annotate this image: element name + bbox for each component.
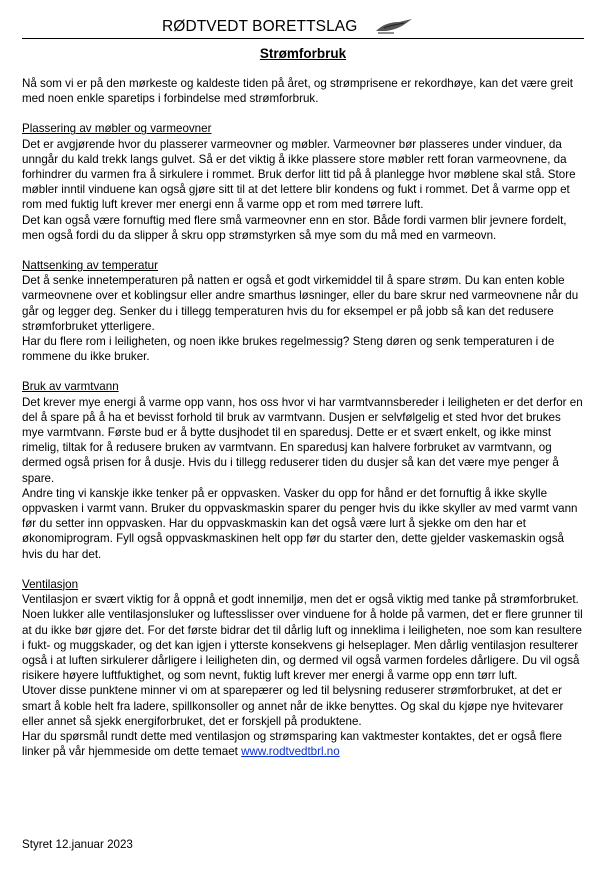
section-paragraph: Det krever mye energi å varme opp vann, hos oss hvor vi har varmtvannsbereder i leiligheten er det derfor en del å spare på å ha et bevisst forhold til bruk av varmtvann. Dusjen er selvfølgelig et sted hvor det brukes mye varmtvann. Første bud er å bytte dusjhodet til en sparedusj. Dette er et svært enkelt, og ikke minst rimelig, tiltak for å redusere bruken av varmtvann. En sparedusj kan halvere forbruket av varmtvann, og dermed også prisen for å dusje. Hvis du i tillegg reduserer tiden du dusjer så kan det være mye penger å spare.	[22, 395, 583, 485]
contact-paragraph	[22, 729, 584, 759]
section-paragraph: Andre ting vi kanskje ikke tenker på er oppvasken. Vasker du opp for hånd er det fornuftig å ikke skylle oppvasken i varmt vann. Bruker du oppvaskmaskin sparer du penger hvis du ikke skyller av med varmt vann før du setter inn oppvasken. Har du oppvaskmaskin kan det også være lurt å sjekke om den har et økonomiprogram. Fyll også oppvaskmaskinen helt opp før du starter den, dette gjelder vaskemaskin også hvis du har det.	[22, 486, 578, 561]
intro-paragraph: Nå som vi er på den mørkeste og kaldeste tiden på året, og strømprisene er rekordhøye, kan det være greit med noen enkle sparetips i forbindelse med strømforbruk.	[22, 77, 573, 106]
section-hot-water	[22, 379, 584, 561]
section-paragraph: Det er avgjørende hvor du plasserer varmeovner og møbler. Varmeovner bør plasseres under vinduer, da unngår du kald trekk langs gulvet. Så er det viktig å ikke plassere store møbler rett foran varmeovnene, da forhindrer du varmen fra å sirkulere i rommet. Bruk derfor litt tid på å planlegge hvor møblene skal stå. Store møbler inntil vinduene kan også gjøre sitt til at det lettere blir kondens og fukt i rommet. Det å varme opp et rom med fuktig luft krever mer energi enn å varme opp et rom med tørrere luft.	[22, 137, 576, 212]
section-paragraph: Har du flere rom i leiligheten, og noen ikke brukes regelmessig? Steng døren og senk temperaturen i de rommene du ikke bruker.	[22, 335, 555, 364]
section-heading: Plassering av møbler og varmeovner	[22, 122, 212, 136]
contact-text: Har du spørsmål rundt dette med ventilasjon og strømsparing kan vaktmester kontaktes, det er også flere linker på vår hjemmeside om dette temaet	[22, 729, 562, 759]
section-heading: Bruk av varmtvann	[22, 380, 119, 394]
section-ventilation	[22, 577, 584, 683]
section-furniture	[22, 121, 584, 243]
document-title: Strømforbruk	[259, 46, 347, 61]
website-link[interactable]: www.rodtvedtbrl.no	[241, 745, 340, 759]
section-paragraph: Det kan også være fornuftig med flere små varmeovner enn en stor. Både fordi varmen blir jevnere fordelt, men også fordi du da slipper å skru opp strømstyrken så mye som du må med en varmeovn.	[22, 213, 567, 242]
closing-paragraph: Utover disse punktene minner vi om at sparepærer og led til belysning reduserer strømforbruket, at det er smart å koble helt fra ladere, spillkonsoller og annet når de ikke benyttes. Og skal du kjøpe nye hvitevarer eller annet så sjekk energiforbruket, det er forskjell på produktene.	[22, 684, 564, 728]
section-heading: Nattsenking av temperatur	[22, 259, 158, 273]
section-paragraph: Det å senke innetemperaturen på natten er også et godt virkemiddel til å spare strøm. Du kan enten koble varmeovnene over et koblingsur eller andre smarthus løsninger, eller du bare skrur ned varmeovnene når du går og legger deg. Senker du i tillegg temperaturen hvis du for eksempel er på jobb så kan det redusere strømforbruket ytterligere.	[22, 274, 579, 333]
document-body	[22, 76, 584, 759]
section-heading: Ventilasjon	[22, 577, 79, 591]
letterhead	[22, 14, 584, 39]
bird-logo-icon	[374, 16, 414, 36]
section-night-setback	[22, 258, 584, 364]
org-name: RØDTVEDT BORETTSLAG	[162, 18, 358, 35]
section-paragraph: Ventilasjon er svært viktig for å oppnå et godt innemiljø, men det er også viktig med tanke på strømforbruket. Noen lukker alle ventilasjonsluker og luftesslisser over vinduene for å holde på varmen, det er flere grunner til at du ikke bør gjøre det. For det første bidrar det til dårlig luft og inneklima i leiligheten, noe som kan resultere i fukt- og muggskader, og det kan igjen i ytterste konsekvens gi helseplager. Men dårlig ventilasjon resulterer også i at luften sirkulerer dårligere i leiligheten din, og dermed vil også varmen fordeles dårligere. Du vil også risikere høyere luftfuktighet, og som nevnt, fuktig luft krever mer energi å varme opp enn tørr luft.	[22, 593, 583, 683]
signature: Styret 12.januar 2023	[22, 838, 133, 851]
